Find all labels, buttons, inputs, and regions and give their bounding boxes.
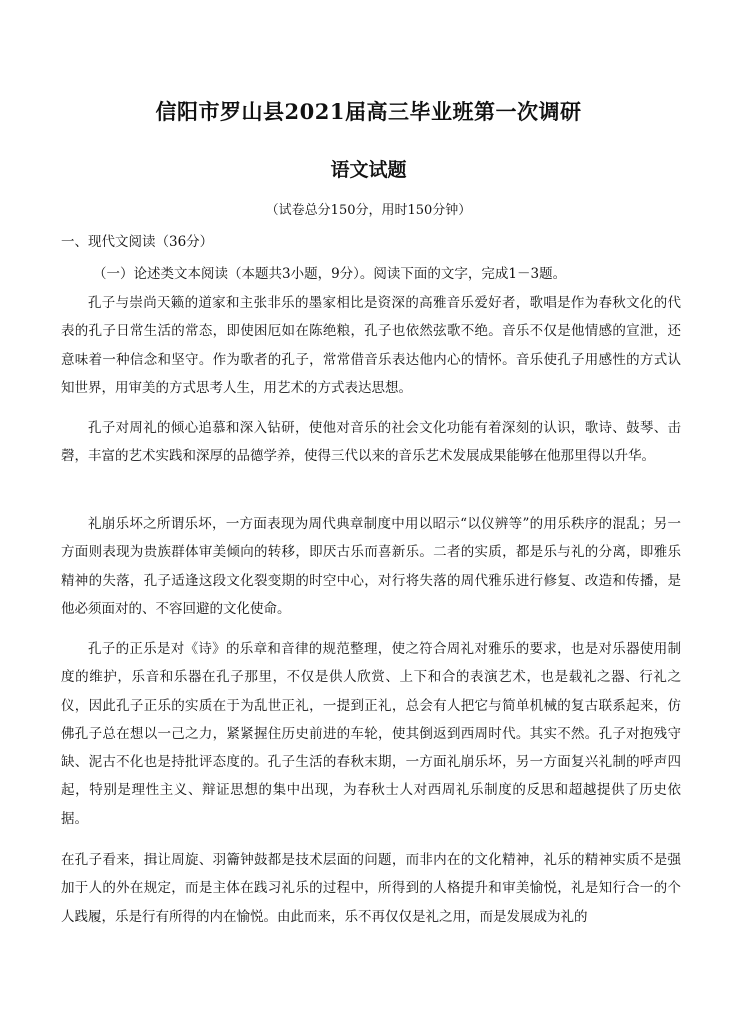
paragraph-text: 孔子对周礼的倾心追慕和深入钻研，使他对音乐的社会文化功能有着深刻的认识，歌诗、鼓琴、击磬，丰富的艺术实践和深厚的品德学养，使得三代以来的音乐艺术发展成果能够在他那里得以升华。 [61,420,681,465]
paragraph-text: 在孔子看来，揖让周旋、羽籥钟鼓都是技术层面的问题，而非内在的文化精神，礼乐的精神实质不是强加于人的外在规定，而是主体在践习礼乐的过程中，所得到的人格提升和审美愉悦，礼是知行合一的个人践履，乐是行有所得的内在愉悦。由此而来，乐不再仅仅是礼之用，而是发展成为礼的 [61,852,681,925]
subsection-heading: （一）论述类文本阅读（本题共3小题，9分）。阅读下面的文字，完成1－3题。 [93,266,567,282]
paragraph-text: 孔子与崇尚天籁的道家和主张非乐的墨家相比是资深的高雅音乐爱好者，歌唱是作为春秋文化的代表的孔子日常生活的常态，即使困厄如在陈绝粮，孔子也依然弦歌不绝。音乐不仅是他情感的宣泄，还意味着一种信念和坚守。作为歌者的孔子，常常借音乐表达他内心的情怀。音乐使孔子用感性的方式认知世界，用审美的方式思考人生，用艺术的方式表达思想。 [61,295,681,396]
passage-paragraph-5 [61,846,681,931]
passage-paragraph-1 [61,289,681,402]
passage-paragraph-3 [61,510,681,623]
exam-title: 信阳市罗山县2021届高三毕业班第一次调研 [155,99,582,124]
passage-paragraph-2 [61,414,681,471]
exam-time-note: （试卷总分150分，用时150分钟） [265,203,472,218]
passage-paragraph-4 [61,635,681,833]
paragraph-text: 礼崩乐坏之所谓乐坏，一方面表现为周代典章制度中用以昭示“以仪辨等”的用乐秩序的混乱；另一方面则表现为贵族群体审美倾向的转移，即厌古乐而喜新乐。二者的实质，都是乐与礼的分离，即雅乐精神的失落，孔子适逢这段文化裂变期的时空中心，对行将失落的周代雅乐进行修复、改造和传播，是他必须面对的、不容回避的文化使命。 [61,516,681,617]
section-heading: 一、现代文阅读（36分） [61,234,214,250]
exam-subtitle: 语文试题 [330,159,407,181]
paragraph-text: 孔子的正乐是对《诗》的乐章和音律的规范整理，使之符合周礼对雅乐的要求，也是对乐器使用制度的维护，乐音和乐器在孔子那里，不仅是供人欣赏、上下和合的表演艺术，也是载礼之器、行礼之仪，因此孔子正乐的实质在于为乱世正礼，一提到正礼，总会有人把它与简单机械的复古联系起来，仿佛孔子总在想以一己之力，紧紧握住历史前进的车轮，使其倒返到西周时代。其实不然。孔子对抱残守缺、泥古不化也是持批评态度的。孔子生活的春秋末期，一方面礼崩乐坏，另一方面复兴礼制的呼声四起，特别是理性主义、辩证思想的集中出现，为春秋士人对西周礼乐制度的反思和超越提供了历史依据。 [61,641,681,827]
